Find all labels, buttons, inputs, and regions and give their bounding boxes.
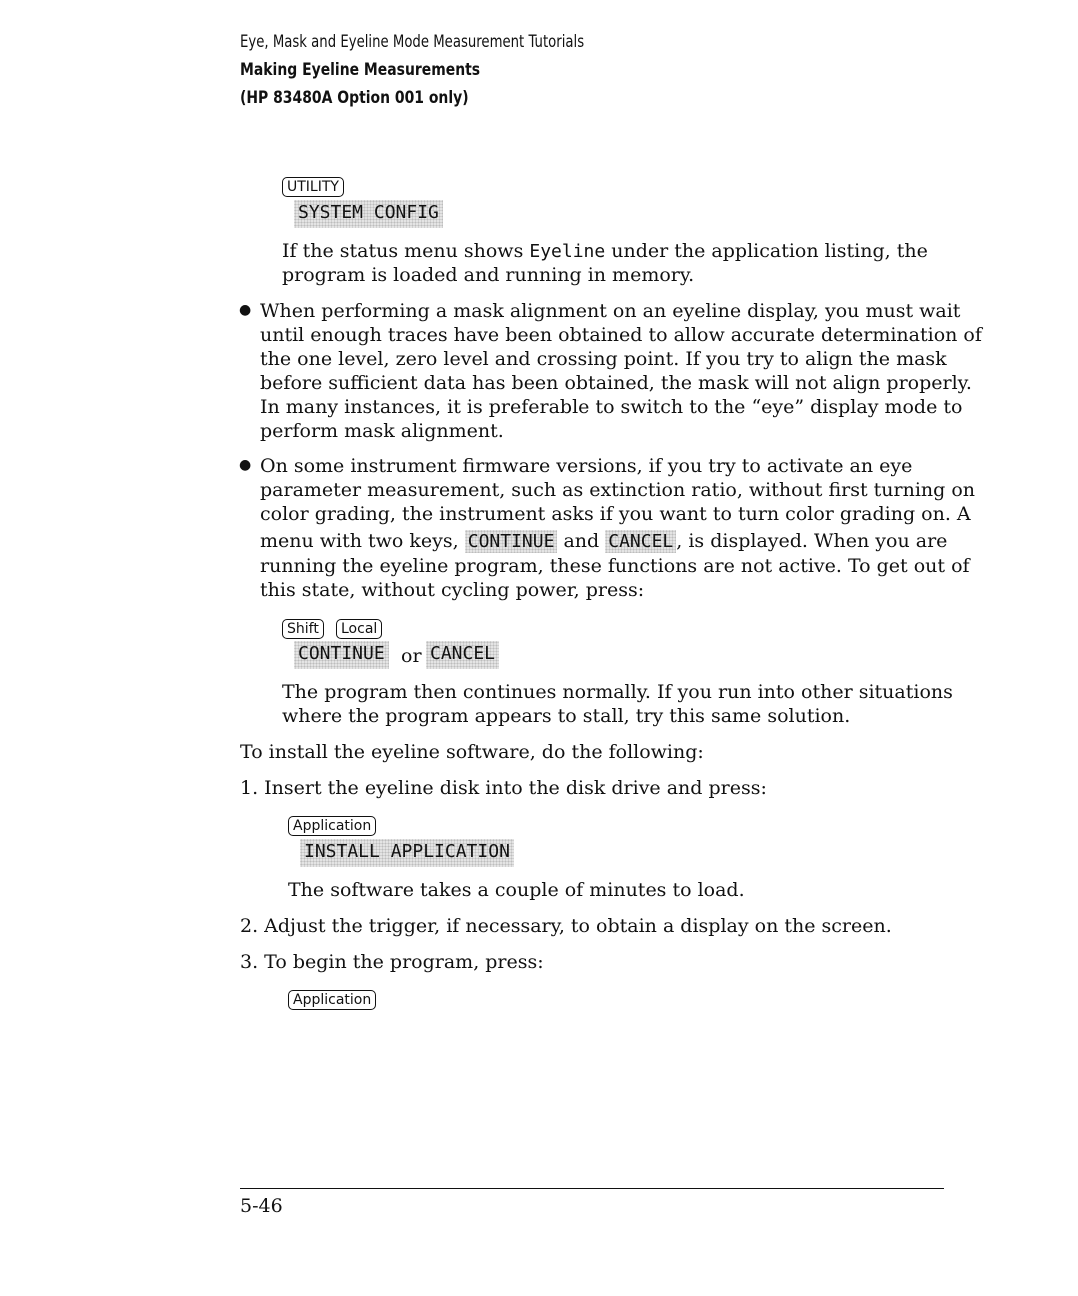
bullet1-line5: In many instances, it is preferable to switch to the “eye” display mode to: [260, 396, 963, 418]
page-number: 5-46: [240, 1195, 283, 1217]
install-intro: To install the eyeline software, do the following:: [240, 741, 704, 763]
bullet2-line2: parameter measurement, such as extinction ratio, without first turning on: [260, 479, 976, 501]
bullet2-line3: color grading, the instrument asks if you want to turn color grading on. A: [260, 503, 971, 525]
footer-rule: [240, 1188, 944, 1189]
cancel-softkey-inline: CANCEL: [605, 530, 676, 553]
system-config-softkey: SYSTEM CONFIG: [294, 200, 443, 228]
status-paragraph: [282, 239, 928, 264]
bullet1-line1: When performing a mask alignment on an eyeline display, you must wait: [260, 300, 961, 322]
install-application-softkey: INSTALL APPLICATION: [300, 839, 514, 867]
status-text-a: If the status menu shows: [282, 240, 530, 262]
local-key: Local: [336, 619, 382, 639]
bullet-icon: ●: [239, 302, 252, 318]
utility-key: UTILITY: [282, 177, 344, 197]
bullet1-line2: until enough traces have been obtained to allow accurate determination of: [260, 324, 982, 346]
bullet2-line1: On some instrument firmware versions, if you try to activate an eye: [260, 455, 913, 477]
bullet2-line6: this state, without cycling power, press:: [260, 579, 645, 601]
bullet1-line4: before sufficient data has been obtained, the mask will not align properly.: [260, 372, 972, 394]
normal-line1: The program then continues normally. If you run into other situations: [282, 681, 953, 703]
application-key: Application: [288, 816, 376, 836]
shift-key: Shift: [282, 619, 324, 639]
bullet1-line6: perform mask alignment.: [260, 420, 504, 442]
running-header: Eye, Mask and Eyeline Mode Measurement Tutorials: [240, 32, 585, 52]
application-key: Application: [288, 990, 376, 1010]
bullet2-line4-c: , is displayed. When you are: [676, 530, 948, 552]
section-title: Making Eyeline Measurements: [240, 60, 481, 80]
bullet2-line4-b: and: [557, 530, 606, 552]
step-1: 1. Insert the eyeline disk into the disk drive and press:: [240, 777, 767, 799]
continue-softkey-inline: CONTINUE: [465, 530, 558, 553]
status-text-b: under the application listing, the: [605, 240, 928, 262]
or-text: or: [401, 645, 422, 667]
status-line-2: program is loaded and running in memory.: [282, 264, 695, 286]
step-3: 3. To begin the program, press:: [240, 951, 544, 973]
bullet2-line4-a: menu with two keys,: [260, 530, 465, 552]
continue-softkey: CONTINUE: [294, 641, 389, 669]
bullet1-line3: the one level, zero level and crossing point. If you try to align the mask: [260, 348, 947, 370]
bullet2-line5: running the eyeline program, these functions are not active. To get out of: [260, 555, 970, 577]
bullet-icon: ●: [239, 457, 252, 473]
normal-line2: where the program appears to stall, try this same solution.: [282, 705, 851, 727]
cancel-softkey: CANCEL: [426, 641, 499, 669]
step-2: 2. Adjust the trigger, if necessary, to obtain a display on the screen.: [240, 915, 892, 937]
load-note: The software takes a couple of minutes to load.: [288, 879, 745, 901]
section-subtitle: (HP 83480A Option 001 only): [240, 88, 469, 108]
bullet2-line4: [260, 529, 947, 554]
eyeline-label: Eyeline: [529, 241, 606, 262]
